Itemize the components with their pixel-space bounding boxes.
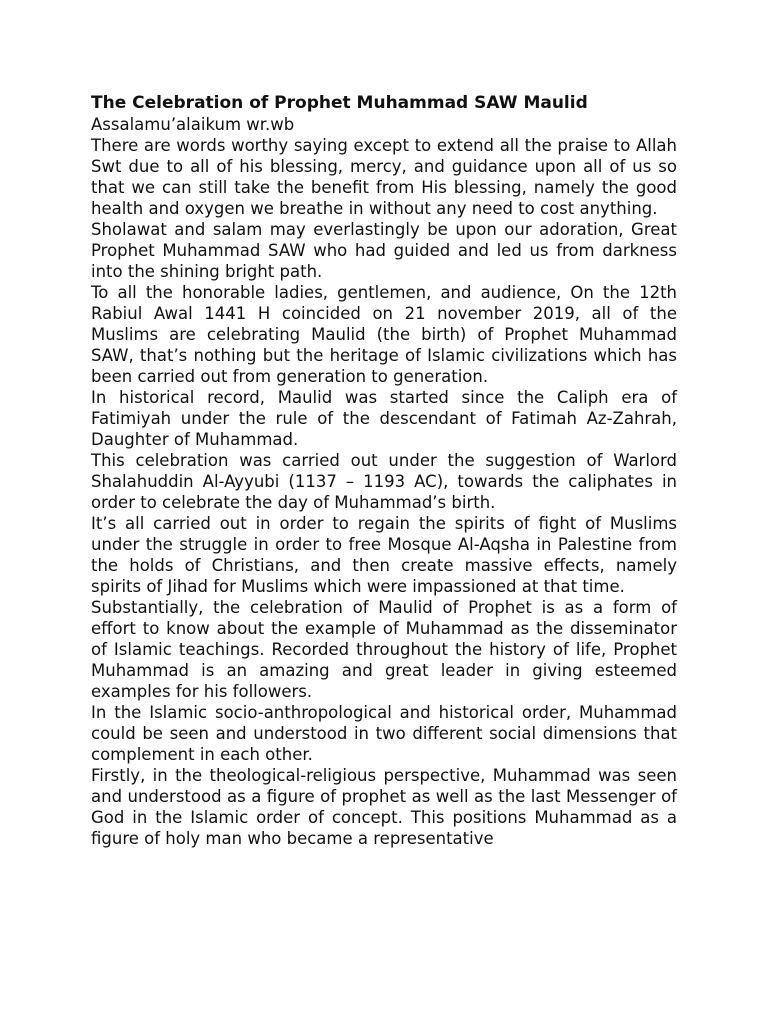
- document-title: The Celebration of Prophet Muhammad SAW Maulid: [91, 93, 588, 113]
- paragraph: There are words worthy saying except to extend all the praise to Allah Swt due to all of his blessing, mercy, and guidance upon all of us so that we can still take the benefit from His blessing, namely the good health and oxygen we breathe in without any need to cost anything.: [91, 136, 677, 218]
- greeting-line: Assalamu’alaikum wr.wb: [91, 115, 295, 134]
- paragraph: Substantially, the celebration of Maulid of Prophet is as a form of effort to know about the example of Muhammad as the disseminator of Islamic teachings. Recorded throughout the history of life, Prophet Muhammad is an amazing and great leader in giving esteemed examples for his followers.: [91, 598, 677, 701]
- paragraph: Firstly, in the theological-religious perspective, Muhammad was seen and understood as a figure of prophet as well as the last Messenger of God in the Islamic order of concept. This positions Muhammad as a figure of holy man who became a representative: [91, 766, 677, 848]
- paragraph: It’s all carried out in order to regain the spirits of fight of Muslims under the struggle in order to free Mosque Al-Aqsha in Palestine from the holds of Christians, and then create massive effects, namely spirits of Jihad for Muslims which were impassioned at that time.: [91, 514, 677, 596]
- paragraph: To all the honorable ladies, gentlemen, and audience, On the 12th Rabiul Awal 1441 H coincided on 21 november 2019, all of the Muslims are celebrating Maulid (the birth) of Prophet Muhammad SAW, that’s nothing but the heritage of Islamic civilizations which has been carried out from generation to generation.: [91, 283, 677, 386]
- paragraph: In historical record, Maulid was started since the Caliph era of Fatimiyah under the rule of the descendant of Fatimah Az-Zahrah, Daughter of Muhammad.: [91, 388, 677, 449]
- paragraph: Sholawat and salam may everlastingly be upon our adoration, Great Prophet Muhammad SAW who had guided and led us from darkness into the shining bright path.: [91, 220, 677, 281]
- paragraph: In the Islamic socio-anthropological and historical order, Muhammad could be seen and understood in two different social dimensions that complement in each other.: [91, 703, 677, 764]
- document-page: [91, 93, 677, 849]
- paragraph: This celebration was carried out under the suggestion of Warlord Shalahuddin Al-Ayyubi (1137 – 1193 AC), towards the caliphates in order to celebrate the day of Muhammad’s birth.: [91, 451, 677, 512]
